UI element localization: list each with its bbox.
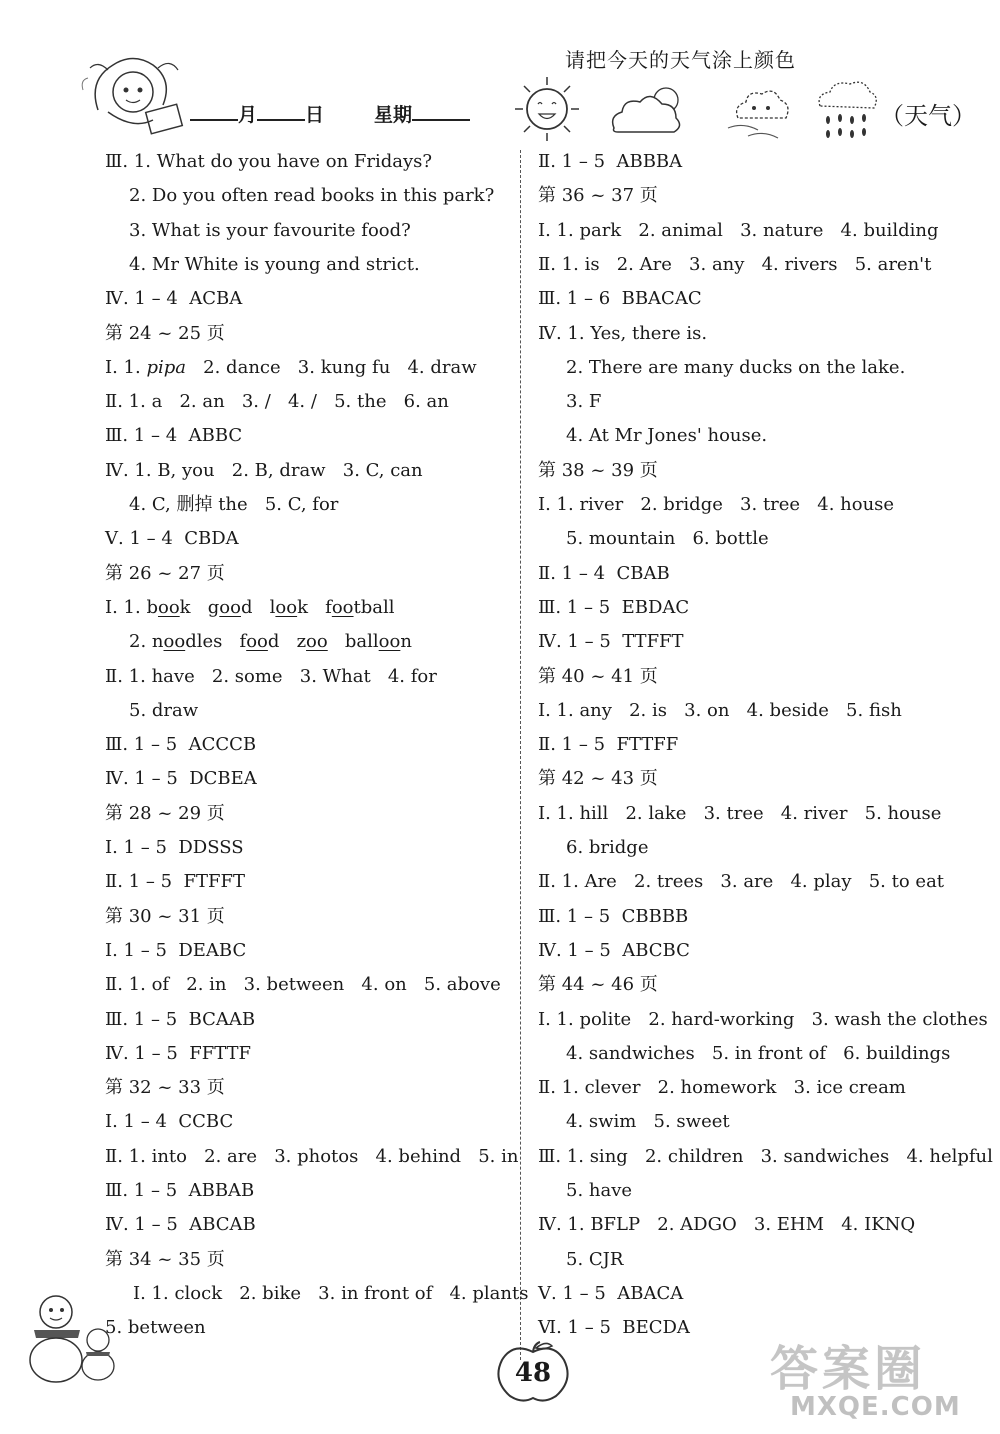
section-heading: 第 40 ~ 41 页 bbox=[538, 665, 658, 687]
section-heading: 第 38 ~ 39 页 bbox=[538, 459, 658, 481]
section-heading: 第 28 ~ 29 页 bbox=[105, 802, 225, 824]
answer-segment: dles f bbox=[185, 631, 247, 653]
answer-line: Ⅲ. 1. What do you have on Fridays? bbox=[105, 151, 433, 172]
answer-line: Ⅴ. 1 – 4 CBDA bbox=[105, 528, 239, 550]
answer-line: 6. bridge bbox=[566, 837, 649, 858]
answer-line: 5. draw bbox=[129, 699, 199, 721]
answer-line: 4. At Mr Jones' house. bbox=[566, 425, 768, 447]
page-number: 48 bbox=[514, 1358, 552, 1388]
answer-segment: oo bbox=[306, 631, 328, 653]
answer-segment: Ⅰ. 1. b bbox=[105, 596, 158, 618]
section-heading: 第 32 ~ 33 页 bbox=[105, 1077, 225, 1099]
answer-segment: oo bbox=[331, 596, 354, 618]
answer-line: 4. swim 5. sweet bbox=[566, 1111, 730, 1133]
answer-line: Ⅰ. 1 – 5 DDSSS bbox=[105, 837, 244, 858]
answer-segment: oo bbox=[219, 596, 241, 618]
day-blank[interactable] bbox=[257, 101, 305, 121]
cloudy-icon[interactable] bbox=[604, 80, 694, 140]
answer-line: Ⅳ. 1 – 5 DCBEA bbox=[105, 768, 257, 790]
answer-line: Ⅰ. 1. clock 2. bike 3. in front of 4. plants bbox=[133, 1282, 529, 1304]
answer-line: 4. Mr White is young and strict. bbox=[129, 253, 420, 275]
answer-line: Ⅳ. 1 – 5 ABCBC bbox=[538, 939, 690, 961]
answer-line: Ⅳ. 1 – 5 ABCAB bbox=[105, 1214, 256, 1236]
answer-line bbox=[105, 591, 395, 625]
answer-line: Ⅱ. 1 – 5 FTFFT bbox=[105, 871, 245, 893]
answer-line bbox=[105, 351, 477, 385]
answer-line: Ⅲ. 1 – 4 ABBC bbox=[105, 425, 243, 447]
girl-reading-icon bbox=[78, 50, 188, 140]
answer-line: Ⅰ. 1 – 5 DEABC bbox=[105, 939, 247, 961]
answer-line: Ⅰ. 1. polite 2. hard-working 3. wash the clothes bbox=[538, 1008, 988, 1030]
answer-line: Ⅲ. 1. sing 2. children 3. sandwiches 4. helpful bbox=[538, 1145, 993, 1167]
answer-line: Ⅳ. 1. Yes, there is. bbox=[538, 322, 708, 344]
weather-label: （天气） bbox=[880, 102, 976, 130]
answer-line: 4. sandwiches 5. in front of 6. buildings bbox=[566, 1042, 951, 1064]
answer-line: 5. CJR bbox=[566, 1248, 624, 1270]
answer-line: 5. have bbox=[566, 1180, 633, 1201]
windy-icon[interactable] bbox=[718, 78, 798, 144]
answer-line: 3. F bbox=[566, 391, 602, 413]
answer-segment: ball bbox=[327, 631, 379, 653]
answer-line: Ⅱ. 1 – 5 ABBBA bbox=[538, 151, 683, 172]
answer-line: Ⅲ. 1 – 5 BCAAB bbox=[105, 1008, 256, 1030]
month-label: 月 bbox=[238, 104, 258, 126]
answer-line: Ⅱ. 1. a 2. an 3. / 4. / 5. the 6. an bbox=[105, 391, 449, 413]
section-heading: 第 44 ~ 46 页 bbox=[538, 974, 658, 996]
answer-line: Ⅲ. 1 – 5 ABBAB bbox=[105, 1180, 255, 1201]
answer-line: 5. between bbox=[105, 1317, 206, 1339]
answer-line: Ⅳ. 1. B, you 2. B, draw 3. C, can bbox=[105, 459, 423, 481]
watermark-logo: 答案圈 bbox=[770, 1341, 927, 1397]
answer-line: Ⅲ. 1 – 5 EBDAC bbox=[538, 596, 690, 618]
answer-segment: 2. dance 3. kung fu 4. draw bbox=[186, 356, 477, 378]
answer-segment: oo bbox=[163, 631, 186, 653]
answer-segment: pipa bbox=[146, 356, 186, 378]
answer-line: Ⅴ. 1 – 5 ABACA bbox=[538, 1282, 684, 1304]
answer-segment: oo bbox=[378, 631, 401, 653]
answer-line: Ⅵ. 1 – 5 BECDA bbox=[538, 1317, 690, 1339]
answer-line: Ⅰ. 1. hill 2. lake 3. tree 4. river 5. house bbox=[538, 802, 942, 824]
answer-segment: d z bbox=[267, 631, 307, 653]
answer-segment: tball bbox=[353, 596, 395, 618]
answer-line: Ⅱ. 1. have 2. some 3. What 4. for bbox=[105, 665, 437, 687]
answer-line: Ⅰ. 1. any 2. is 3. on 4. beside 5. fish bbox=[538, 699, 902, 721]
rainy-icon[interactable] bbox=[812, 76, 882, 146]
answer-line: Ⅱ. 1. is 2. Are 3. any 4. rivers 5. aren't bbox=[538, 253, 932, 275]
snowman-icon bbox=[18, 1290, 123, 1390]
answer-segment: oo bbox=[275, 596, 298, 618]
answer-line: Ⅱ. 1. Are 2. trees 3. are 4. play 5. to eat bbox=[538, 871, 945, 893]
answer-line: Ⅲ. 1 – 5 CBBBB bbox=[538, 905, 689, 927]
answer-line: 2. Do you often read books in this park? bbox=[129, 185, 495, 207]
answer-line: Ⅳ. 1 – 5 TTFFT bbox=[538, 631, 684, 653]
section-heading: 第 34 ~ 35 页 bbox=[105, 1248, 225, 1270]
date-fill-line bbox=[190, 100, 470, 127]
answer-line: Ⅱ. 1 – 5 FTTFF bbox=[538, 734, 679, 756]
answer-segment: k f bbox=[297, 596, 332, 618]
answer-segment: oo bbox=[157, 596, 180, 618]
answer-line: Ⅱ. 1 – 4 CBAB bbox=[538, 562, 670, 584]
answer-segment: 2. n bbox=[129, 631, 164, 653]
page-header bbox=[0, 0, 1000, 160]
section-heading: 第 30 ~ 31 页 bbox=[105, 905, 225, 927]
answer-line: Ⅳ. 1. BFLP 2. ADGO 3. EHM 4. IKNQ bbox=[538, 1214, 916, 1236]
answer-line bbox=[105, 625, 412, 659]
answer-line: Ⅱ. 1. into 2. are 3. photos 4. behind 5. in bbox=[105, 1145, 519, 1167]
answer-line: Ⅲ. 1 – 6 BBACAC bbox=[538, 288, 702, 310]
weekday-label: 星期 bbox=[374, 104, 413, 126]
answer-line: Ⅱ. 1. of 2. in 3. between 4. on 5. above bbox=[105, 974, 501, 996]
answer-line: 3. What is your favourite food? bbox=[129, 219, 411, 241]
answer-line: Ⅰ. 1. river 2. bridge 3. tree 4. house bbox=[538, 494, 895, 515]
answer-line: Ⅰ. 1. park 2. animal 3. nature 4. building bbox=[538, 219, 939, 241]
column-divider bbox=[520, 150, 521, 1360]
answer-segment: Ⅰ. 1. bbox=[105, 356, 147, 378]
answer-segment: k g bbox=[179, 596, 220, 618]
answer-line: Ⅱ. 1. clever 2. homework 3. ice cream bbox=[538, 1077, 906, 1099]
section-heading: 第 26 ~ 27 页 bbox=[105, 562, 225, 584]
day-label: 日 bbox=[305, 104, 325, 126]
answer-segment: d l bbox=[240, 596, 276, 618]
answer-line: 5. mountain 6. bottle bbox=[566, 528, 769, 550]
weekday-blank[interactable] bbox=[412, 101, 470, 121]
section-heading: 第 24 ~ 25 页 bbox=[105, 322, 225, 344]
answer-line: 4. C, 删掉 the 5. C, for bbox=[129, 494, 339, 515]
watermark-url: MXQE.COM bbox=[790, 1392, 961, 1422]
section-heading: 第 42 ~ 43 页 bbox=[538, 768, 658, 790]
answer-line: Ⅰ. 1 – 4 CCBC bbox=[105, 1111, 234, 1133]
answer-line: Ⅳ. 1 – 4 ACBA bbox=[105, 288, 243, 310]
answer-line: 2. There are many ducks on the lake. bbox=[566, 356, 906, 378]
section-heading: 第 36 ~ 37 页 bbox=[538, 185, 658, 207]
answer-line: Ⅳ. 1 – 5 FFTTF bbox=[105, 1042, 252, 1064]
page-number-badge bbox=[488, 1340, 578, 1404]
weather-instruction: 请把今天的天气涂上颜色 bbox=[565, 48, 796, 72]
month-blank[interactable] bbox=[190, 101, 238, 121]
answer-segment: oo bbox=[246, 631, 268, 653]
answer-segment: n bbox=[400, 631, 412, 653]
watermark bbox=[770, 1330, 990, 1430]
sun-icon[interactable] bbox=[512, 74, 582, 144]
answer-line: Ⅲ. 1 – 5 ACCCB bbox=[105, 734, 257, 756]
